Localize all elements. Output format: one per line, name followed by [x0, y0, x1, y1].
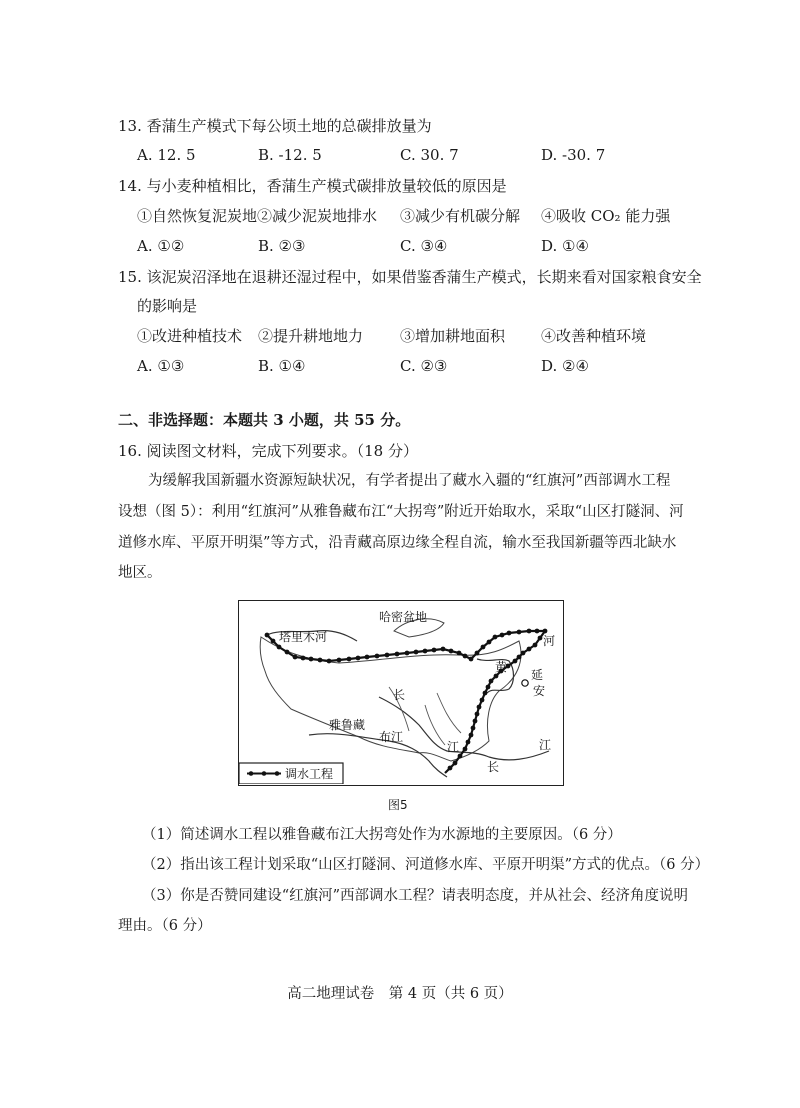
route-dot	[432, 648, 437, 653]
route-dot	[405, 651, 410, 656]
label-an: 安	[533, 684, 546, 698]
route-dot	[481, 645, 486, 650]
route-dot	[337, 658, 342, 663]
q15-option-a: A. ①③	[137, 357, 185, 375]
q15-item-3: ③增加耕地面积	[400, 327, 506, 345]
q16-stem: 16. 阅读图文材料，完成下列要求。（18 分）	[118, 442, 418, 460]
route-dot	[493, 635, 498, 640]
q16-material-line2: 设想（图 5）：利用“红旗河”从雅鲁藏布江“大拐弯”附近开始取水，采取“山区打隧洞、河	[118, 504, 684, 520]
tributary-line	[437, 693, 461, 733]
q16-material-line1: 为缓解我国新疆水资源短缺状况，有学者提出了藏水入疆的“红旗河”西部调水工程	[148, 473, 671, 489]
route-dot	[533, 643, 538, 648]
q14-option-b: B. ②③	[258, 237, 306, 255]
route-dot	[500, 633, 505, 638]
route-dot	[365, 655, 370, 660]
route-dot	[457, 651, 462, 656]
route-dot	[448, 766, 453, 771]
route-dot	[527, 629, 532, 634]
route-dot	[271, 639, 276, 644]
route-dot	[471, 726, 476, 731]
q14-item-3: ④吸收 CO₂ 能力强	[541, 207, 671, 225]
label-chang-upper: 长	[393, 688, 406, 702]
route-dot	[473, 719, 478, 724]
route-dot	[301, 656, 306, 661]
route-dot	[527, 647, 532, 652]
route-dot	[487, 640, 492, 645]
route-dot	[489, 679, 494, 684]
route-dot	[309, 657, 314, 662]
q16-material-line3: 道修水库、平原开明渠”等方式，沿青藏高原边缘全程自流，输水至我国新疆等西北缺水	[118, 535, 677, 551]
label-hami-basin: 哈密盆地	[379, 610, 428, 624]
route-dot	[521, 651, 526, 656]
section-heading: 二、非选择题：本题共 3 小题，共 55 分。	[118, 411, 411, 429]
route-dot	[463, 654, 468, 659]
route-dot	[293, 655, 298, 660]
route-dot	[395, 652, 400, 657]
route-dot	[483, 691, 488, 696]
q13-option-b: B. -12. 5	[258, 146, 322, 164]
q15-stem-line1: 15. 该泥炭沼泽地在退耕还湿过程中，如果借鉴香蒲生产模式，长期来看对国家粮食安全	[118, 268, 702, 286]
yanan-marker	[522, 680, 528, 686]
route-dot	[385, 653, 390, 658]
map-svg	[239, 601, 562, 784]
route-dot	[480, 698, 485, 703]
q16-subq-1: （1）简述调水工程以雅鲁藏布江大拐弯处作为水源地的主要原因。（6 分）	[142, 827, 622, 843]
label-yan: 延	[531, 668, 544, 682]
route-dot	[458, 754, 463, 759]
route-dot	[477, 705, 482, 710]
route-dot	[486, 685, 491, 690]
q14-item-1: ①自然恢复泥炭地②减少泥炭地排水	[137, 207, 378, 225]
q14-item-2: ③减少有机碳分解	[400, 207, 521, 225]
diversion-route-dots	[265, 629, 548, 771]
q15-stem-line2: 的影响是	[137, 297, 198, 315]
q14-stem: 14. 与小麦种植相比，香蒲生产模式碳排放量较低的原因是	[118, 177, 507, 195]
route-dot	[356, 656, 361, 661]
route-dot	[285, 650, 290, 655]
legend-label: 调水工程	[285, 767, 334, 781]
route-dot	[513, 659, 518, 664]
route-dot	[475, 712, 480, 717]
label-yarlung: 雅鲁藏	[329, 718, 366, 732]
route-dot	[327, 659, 332, 664]
route-dot	[475, 651, 480, 656]
q16-subq-2: （2）指出该工程计划采取“山区打隧洞、河道修水库、平原开明渠”方式的优点。（6 分）	[142, 857, 710, 873]
route-dot	[347, 657, 352, 662]
q13-stem: 13. 香蒲生产模式下每公顷土地的总碳排放量为	[118, 117, 432, 135]
q15-option-d: D. ②④	[541, 357, 589, 375]
route-dot	[466, 740, 471, 745]
route-dot	[318, 658, 323, 663]
route-dot	[375, 654, 380, 659]
legend-dot	[275, 771, 280, 776]
label-jiang-middle: 江	[447, 740, 460, 754]
tributary-line	[425, 705, 445, 745]
q14-option-d: D. ①④	[541, 237, 589, 255]
figure-caption: 图5	[388, 798, 408, 812]
q15-option-c: C. ②③	[400, 357, 448, 375]
route-dot	[463, 747, 468, 752]
q16-material-line4: 地区。	[118, 565, 162, 581]
q15-item-4: ④改善种植环境	[541, 327, 647, 345]
label-huang: 黄	[495, 660, 508, 674]
q16-subq-3: （3）你是否赞同建设“红旗河”西部调水工程？请表明态度，并从社会、经济角度说明	[142, 888, 689, 904]
q13-option-d: D. -30. 7	[541, 146, 606, 164]
route-dot	[494, 674, 499, 679]
q15-option-b: B. ①④	[258, 357, 306, 375]
route-dot	[265, 633, 270, 638]
route-dot	[414, 650, 419, 655]
route-dot	[453, 761, 458, 766]
label-bujiang: 布江	[379, 730, 404, 744]
route-dot	[423, 649, 428, 654]
route-dot	[535, 629, 540, 634]
label-he: 河	[543, 634, 556, 648]
route-dot	[449, 649, 454, 654]
route-dot	[517, 630, 522, 635]
q14-option-c: C. ③④	[400, 237, 448, 255]
route-dot	[469, 733, 474, 738]
route-dot	[507, 631, 512, 636]
route-dot	[538, 636, 543, 641]
q14-option-a: A. ①②	[137, 237, 185, 255]
label-chang-lower: 长	[487, 760, 500, 774]
route-dot	[441, 647, 446, 652]
q15-item-1: ①改进种植技术	[137, 327, 243, 345]
q15-item-2: ②提升耕地地力	[258, 327, 364, 345]
legend-dot	[249, 771, 254, 776]
legend-dot	[262, 771, 267, 776]
label-tarim-river: 塔里木河	[279, 630, 328, 644]
figure-5-map	[238, 600, 564, 786]
route-dot	[277, 645, 282, 650]
q13-option-a: A. 12. 5	[137, 146, 196, 164]
route-dot	[517, 655, 522, 660]
page-footer: 高二地理试卷 第 4 页（共 6 页）	[287, 986, 513, 1002]
label-jiang-right: 江	[539, 738, 552, 752]
route-dot	[543, 629, 548, 634]
q13-option-c: C. 30. 7	[400, 146, 459, 164]
q16-subq-3-cont: 理由。（6 分）	[118, 918, 212, 934]
route-dot	[469, 657, 474, 662]
